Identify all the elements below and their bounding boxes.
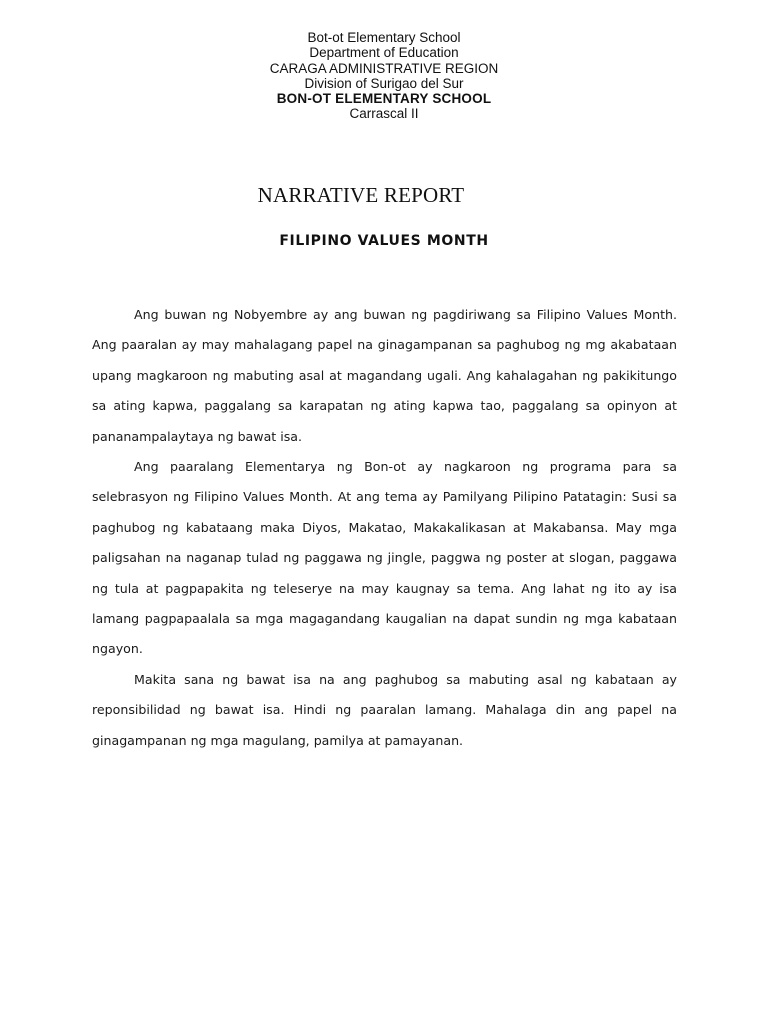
department-line: Department of Education bbox=[309, 45, 459, 61]
paragraph-2: Ang paaralang Elementarya ng Bon-ot ay nagkaroon ng programa para sa selebrasyon ng Filipino Values Month. At ang tema ay Pamilyang Pilipino Patatagin: Susi sa paghubog ng kabataang maka Diyos, Makatao, Makakalikasan at Makabansa. May mga paligsahan na naganap tulad ng paggawa ng jingle, paggwa ng poster at slogan, paggawa ng tula at pagpapakita ng teleserye na may kaugnay sa tema. Ang lahat ng ito ay isa lamang pagpapaalala sa mga magagandang kaugalian na dapat sundin ng mga kabataan ngayon. bbox=[92, 459, 677, 657]
letterhead bbox=[0, 30, 768, 122]
school-name-bold: BON-OT ELEMENTARY SCHOOL bbox=[276, 91, 492, 107]
district-line: Carrascal II bbox=[349, 106, 419, 122]
division-line: Division of Surigao del Sur bbox=[304, 75, 464, 91]
document-title: NARRATIVE REPORT bbox=[257, 183, 465, 207]
school-name-line: Bot-ot Elementary School bbox=[307, 30, 461, 45]
document-subtitle: FILIPINO VALUES MONTH bbox=[279, 233, 489, 249]
paragraph-3: Makita sana ng bawat isa na ang paghubog sa mabuting asal ng kabataan ay reponsibilidad ng bawat isa. Hindi ng paaralan lamang. Mahalaga din ang papel na ginagampanan ng mga magulang, pamilya at pamayanan. bbox=[92, 671, 677, 748]
report-body bbox=[92, 300, 677, 756]
region-line: CARAGA ADMINISTRATIVE REGION bbox=[269, 60, 499, 76]
paragraph-1: Ang buwan ng Nobyembre ay ang buwan ng pagdiriwang sa Filipino Values Month. Ang paaralan ay may mahalagang papel na ginagampanan sa paghubog ng mg akabataan upang magkaroon ng mabuting asal at magandang ugali. Ang kahalagahan ng pakikitungo sa ating kapwa, paggalang sa karapatan ng ating kapwa tao, paggalang sa opinyon at pananampalaytaya ng bawat isa. bbox=[92, 307, 677, 444]
